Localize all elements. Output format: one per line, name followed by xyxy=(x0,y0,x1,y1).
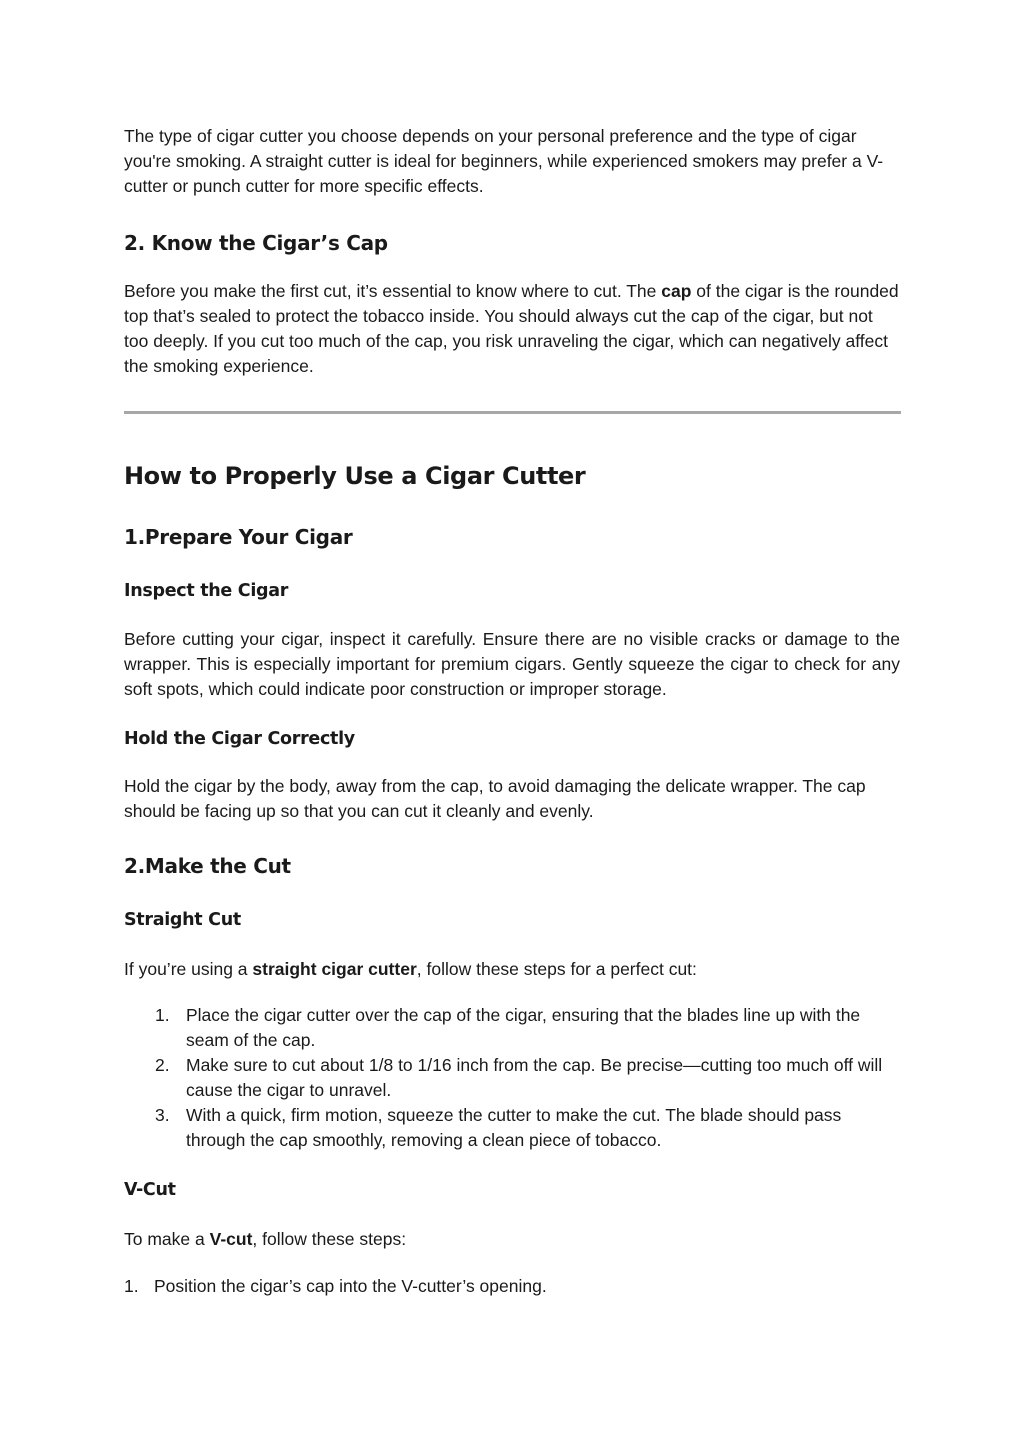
list-number: 3. xyxy=(155,1105,170,1125)
straight-cut-intro xyxy=(124,957,900,982)
vcut-steps xyxy=(124,1274,900,1299)
vcut-intro-before: To make a xyxy=(124,1229,210,1249)
list-item xyxy=(124,1103,900,1153)
straight-intro-before: If you’re using a xyxy=(124,959,253,979)
straight-intro-after: , follow these steps for a perfect cut: xyxy=(416,959,697,979)
vcut-intro-bold: V-cut xyxy=(209,1229,253,1249)
vcut-heading: V-Cut xyxy=(124,1180,176,1200)
list-item-text: Make sure to cut about 1/8 to 1/16 inch from the cap. Be precise—cutting too much off will cause the cigar to unravel. xyxy=(186,1055,883,1100)
list-item xyxy=(124,1274,900,1299)
list-item-text: Place the cigar cutter over the cap of the cigar, ensuring that the blades line up with the seam of the cap. xyxy=(186,1005,861,1050)
cap-text-before: Before you make the first cut, it’s essential to know where to cut. The xyxy=(124,281,662,301)
straight-cut-heading: Straight Cut xyxy=(124,910,241,930)
cap-paragraph xyxy=(124,279,900,379)
list-item xyxy=(124,1003,900,1053)
cap-bold-term: cap xyxy=(661,281,692,301)
list-item-text: Position the cigar’s cap into the V-cutter’s opening. xyxy=(154,1276,547,1296)
straight-cut-steps xyxy=(124,1003,900,1153)
cap-text-after: of the cigar is the rounded top that’s sealed to protect the tobacco inside. You should always cut the cap of the cigar, but not too deeply. If you cut too much of the cap, you risk unraveling the cigar, which can negatively affect the smoking experience. xyxy=(124,281,899,376)
cut-heading: 2.Make the Cut xyxy=(124,854,291,878)
list-number: 2. xyxy=(155,1055,170,1075)
vcut-intro-after: , follow these steps: xyxy=(252,1229,407,1249)
intro-paragraph: The type of cigar cutter you choose depends on your personal preference and the type of cigar you're smoking. A straight cutter is ideal for beginners, while experienced smokers may prefer a V-cutter or punch cutter for more specific effects. xyxy=(124,126,884,196)
list-number: 1. xyxy=(155,1005,170,1025)
inspect-heading: Inspect the Cigar xyxy=(124,581,289,601)
horizontal-divider xyxy=(124,411,901,414)
straight-intro-bold: straight cigar cutter xyxy=(252,959,417,979)
inspect-paragraph: Before cutting your cigar, inspect it carefully. Ensure there are no visible cracks or damage to the wrapper. This is especially important for premium cigars. Gently squeeze the cigar to check for any soft spots, which could indicate poor construction or improper storage. xyxy=(124,629,900,699)
vcut-intro xyxy=(124,1227,900,1252)
cap-section-heading: 2. Know the Cigar’s Cap xyxy=(124,231,388,255)
prepare-heading: 1.Prepare Your Cigar xyxy=(124,525,353,549)
main-heading: How to Properly Use a Cigar Cutter xyxy=(124,462,586,490)
list-item xyxy=(124,1053,900,1103)
list-item-text: With a quick, firm motion, squeeze the cutter to make the cut. The blade should pass through the cap smoothly, removing a clean piece of tobacco. xyxy=(186,1105,842,1150)
hold-paragraph: Hold the cigar by the body, away from the cap, to avoid damaging the delicate wrapper. The cap should be facing up so that you can cut it cleanly and evenly. xyxy=(124,776,866,821)
list-number: 1. xyxy=(124,1276,139,1296)
hold-heading: Hold the Cigar Correctly xyxy=(124,729,355,749)
